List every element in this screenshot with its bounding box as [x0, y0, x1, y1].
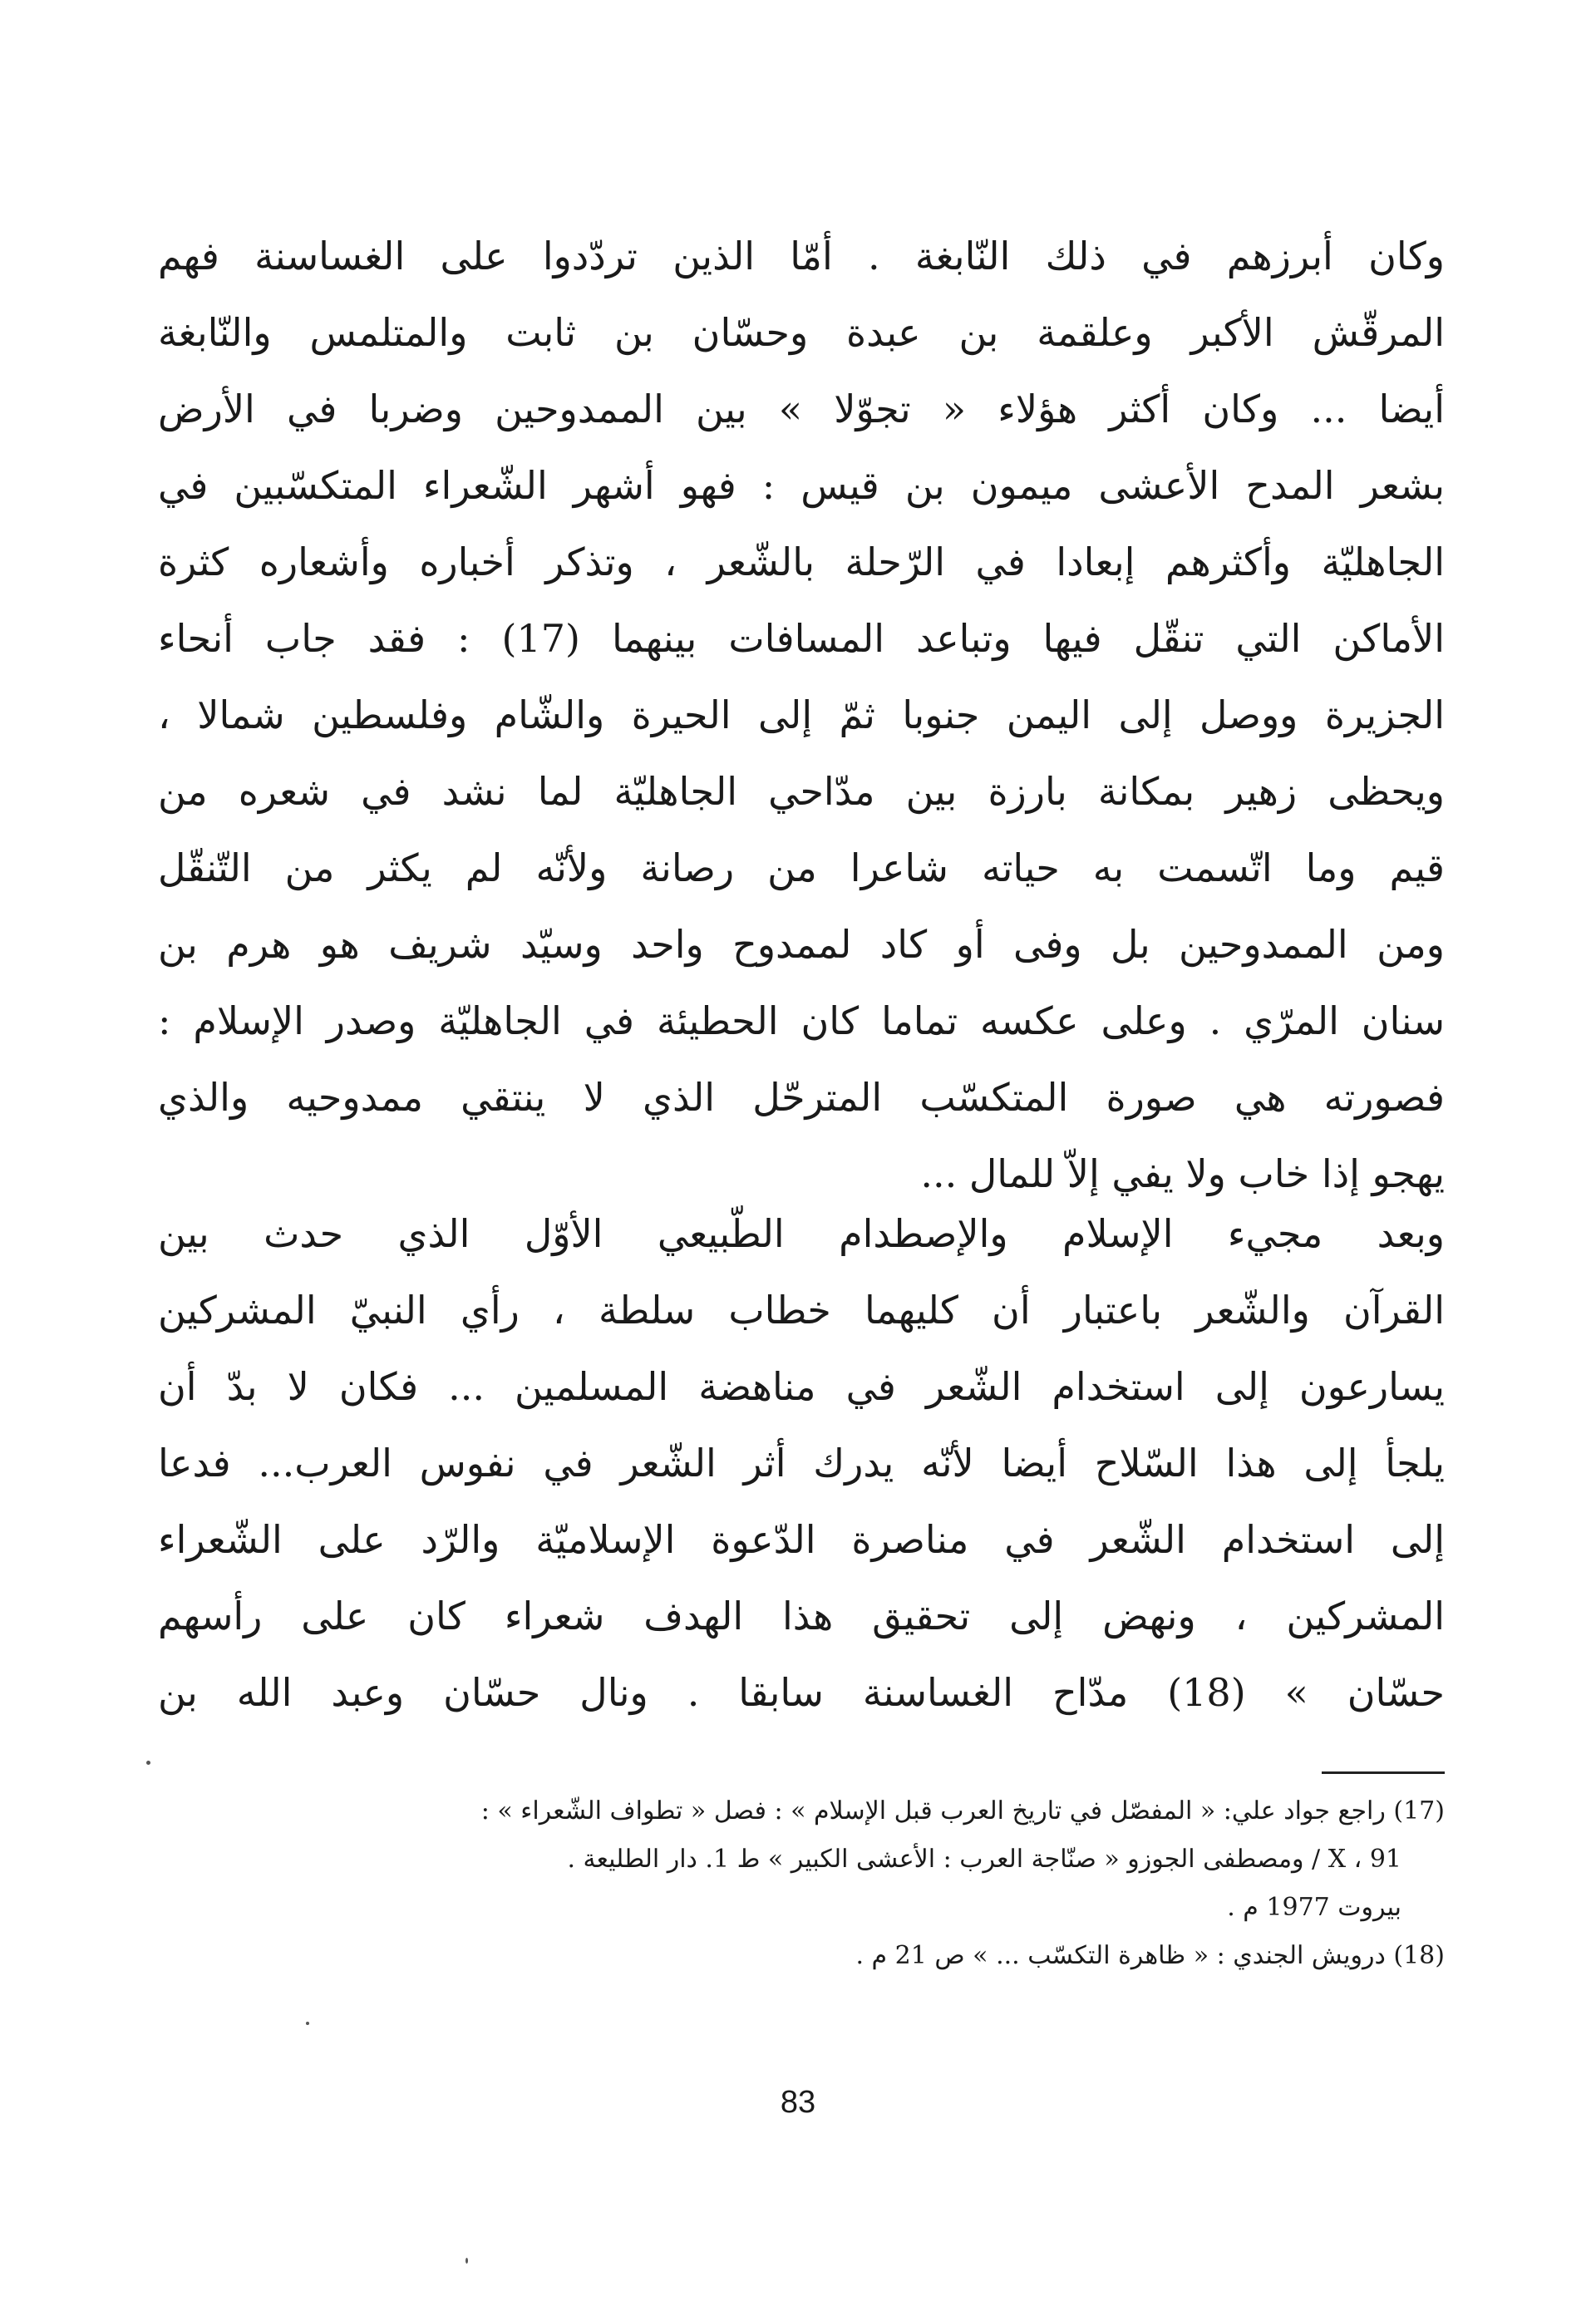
text-line: الأماكن التي تنقّل فيها وتباعد المسافات بينهما (17) : فقد جاب أنحاء	[158, 616, 1445, 661]
text-line: ومن الممدوحين بل وفى أو كاد لممدوح واحد وسيّد شريف هو هرم بن	[158, 922, 1445, 967]
scan-speck	[306, 2022, 309, 2025]
text-line: يهجو إذا خاب ولا يفي إلاّ للمال ...	[920, 1151, 1445, 1196]
text-line: حسّان » (18) مدّاح الغساسنة سابقا . ونال حسّان وعبد الله بن	[158, 1670, 1445, 1715]
text-line: الجزيرة ووصل إلى اليمن جنوبا ثمّ إلى الحيرة والشّام وفلسطين شمالا ،	[158, 692, 1445, 737]
text-line: إلى استخدام الشّعر في مناصرة الدّعوة الإسلاميّة والرّد على الشّعراء	[158, 1517, 1445, 1562]
footnote-18: (18) درويش الجندي : « ظاهرة التكسّب ... » ص 21 م .	[855, 1941, 1445, 1970]
footnote-17-continuation: X ، 91 / ومصطفى الجوزو « صنّاجة العرب : الأعشى الكبير » ط 1. دار الطليعة .	[567, 1845, 1401, 1874]
footnote-separator	[1322, 1771, 1445, 1774]
footnote-17-continuation: بيروت 1977 م .	[1227, 1893, 1401, 1922]
text-line: القرآن والشّعر باعتبار أن كليهما خطاب سلطة ، رأي النبيّ المشركين	[158, 1288, 1445, 1333]
text-line: فصورته هي صورة المتكسّب المترحّل الذي لا ينتقي ممدوحيه والذي	[158, 1075, 1445, 1120]
footnote-17: (17) راجع جواد علي: « المفصّل في تاريخ العرب قبل الإسلام » : فصل « تطواف الشّعراء » :	[480, 1796, 1445, 1826]
text-line: أيضا ... وكان أكثر هؤلاء « تجوّلا » بين الممدوحين وضربا في الأرض	[158, 387, 1445, 431]
page-number: 83	[780, 2085, 816, 2120]
text-line: بشعر المدح الأعشى ميمون بن قيس : فهو أشهر الشّعراء المتكسّبين في	[158, 463, 1445, 508]
text-line: سنان المرّي . وعلى عكسه تماما كان الحطيئة في الجاهليّة وصدر الإسلام :	[158, 998, 1445, 1043]
text-line: وكان أبرزهم في ذلك النّابغة . أمّا الذين تردّدوا على الغساسنة فهم	[158, 234, 1445, 278]
paragraph-2	[158, 1195, 1445, 1731]
text-line: المشركين ، ونهض إلى تحقيق هذا الهدف شعراء كان على رأسهم	[158, 1594, 1445, 1638]
text-line: الجاهليّة وأكثرهم إبعادا في الرّحلة بالشّعر ، وتذكر أخباره وأشعاره كثرة	[158, 540, 1445, 584]
text-line: ويحظى زهير بمكانة بارزة بين مدّاحي الجاهليّة لما نشد في شعره من	[158, 769, 1445, 814]
scan-speck	[466, 2258, 468, 2264]
footnotes	[158, 1787, 1445, 1980]
text-line: المرقّش الأكبر وعلقمة بن عبدة وحسّان بن ثابت والمتلمس والنّابغة	[158, 310, 1445, 355]
paragraph-1	[158, 218, 1445, 1212]
text-line: وبعد مجيء الإسلام والإصطدام الطّبيعي الأوّل الذي حدث بين	[158, 1211, 1445, 1256]
text-line: يلجأ إلى هذا السّلاح أيضا لأنّه يدرك أثر الشّعر في نفوس العرب... فدعا	[158, 1441, 1445, 1486]
scan-speck	[146, 1761, 150, 1765]
text-line: يسارعون إلى استخدام الشّعر في مناهضة المسلمين ... فكان لا بدّ أن	[158, 1364, 1445, 1409]
text-line: قيم وما اتّسمت به حياته شاعرا من رصانة ولأنّه لم يكثر من التّنقّل	[158, 845, 1445, 890]
